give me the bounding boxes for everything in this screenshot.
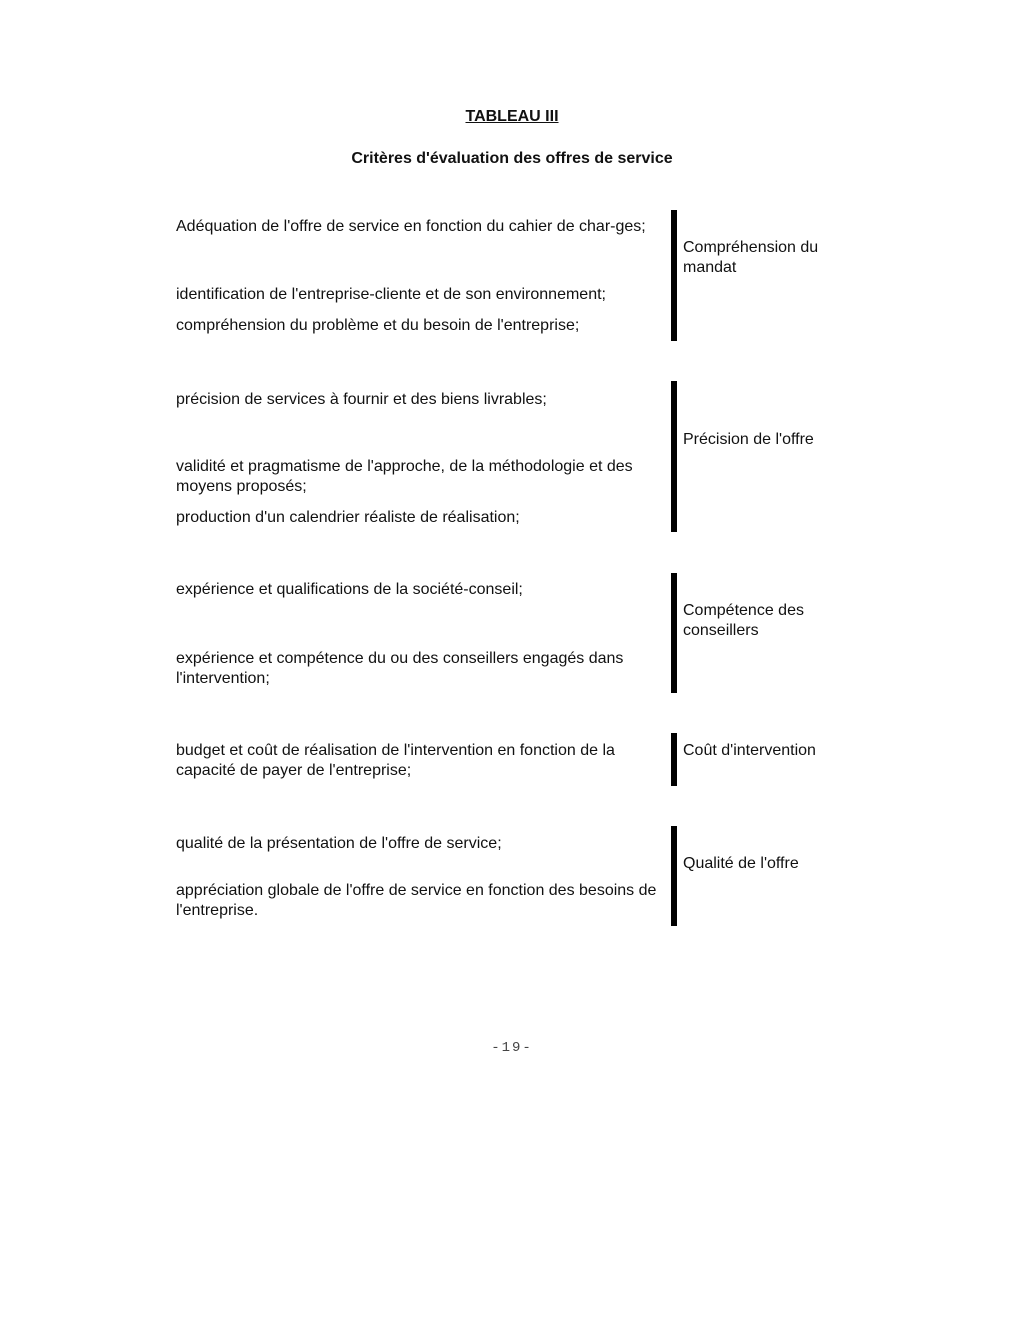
- group-bracket-bar: [671, 733, 677, 786]
- criterion-item: expérience et compétence du ou des conseillers engagés dans l'intervention;: [176, 650, 624, 687]
- category-label: Qualité de l'offre: [683, 855, 799, 872]
- criterion-item: qualité de la présentation de l'offre de service;: [176, 835, 502, 852]
- category-label: Précision de l'offre: [683, 431, 814, 448]
- criterion-item: identification de l'entreprise-cliente et de son environnement;: [176, 286, 606, 303]
- criterion-item: appréciation globale de l'offre de service en fonction des besoins de l'entreprise.: [176, 882, 657, 919]
- criterion-item: budget et coût de réalisation de l'intervention en fonction de la capacité de payer de l'entreprise;: [176, 742, 615, 779]
- group-bracket-bar: [671, 381, 677, 532]
- criterion-item: Adéquation de l'offre de service en fonction du cahier de char-ges;: [176, 218, 646, 235]
- group-bracket-bar: [671, 573, 677, 693]
- category-label: Coût d'intervention: [683, 742, 816, 759]
- group-bracket-bar: [671, 826, 677, 926]
- criterion-item: expérience et qualifications de la société-conseil;: [176, 581, 523, 598]
- group-bracket-bar: [671, 210, 677, 341]
- criterion-item: production d'un calendrier réaliste de réalisation;: [176, 509, 520, 526]
- category-label: Compréhension du mandat: [683, 239, 819, 276]
- criterion-item: validité et pragmatisme de l'approche, de la méthodologie et des moyens proposés;: [176, 458, 633, 495]
- table-title: TABLEAU III: [465, 108, 559, 125]
- page-number: -19-: [491, 1040, 533, 1056]
- criterion-item: précision de services à fournir et des biens livrables;: [176, 391, 547, 408]
- criterion-item: compréhension du problème et du besoin de l'entreprise;: [176, 317, 580, 334]
- category-label: Compétence des conseillers: [683, 602, 804, 639]
- table-subtitle: Critères d'évaluation des offres de service: [351, 150, 673, 167]
